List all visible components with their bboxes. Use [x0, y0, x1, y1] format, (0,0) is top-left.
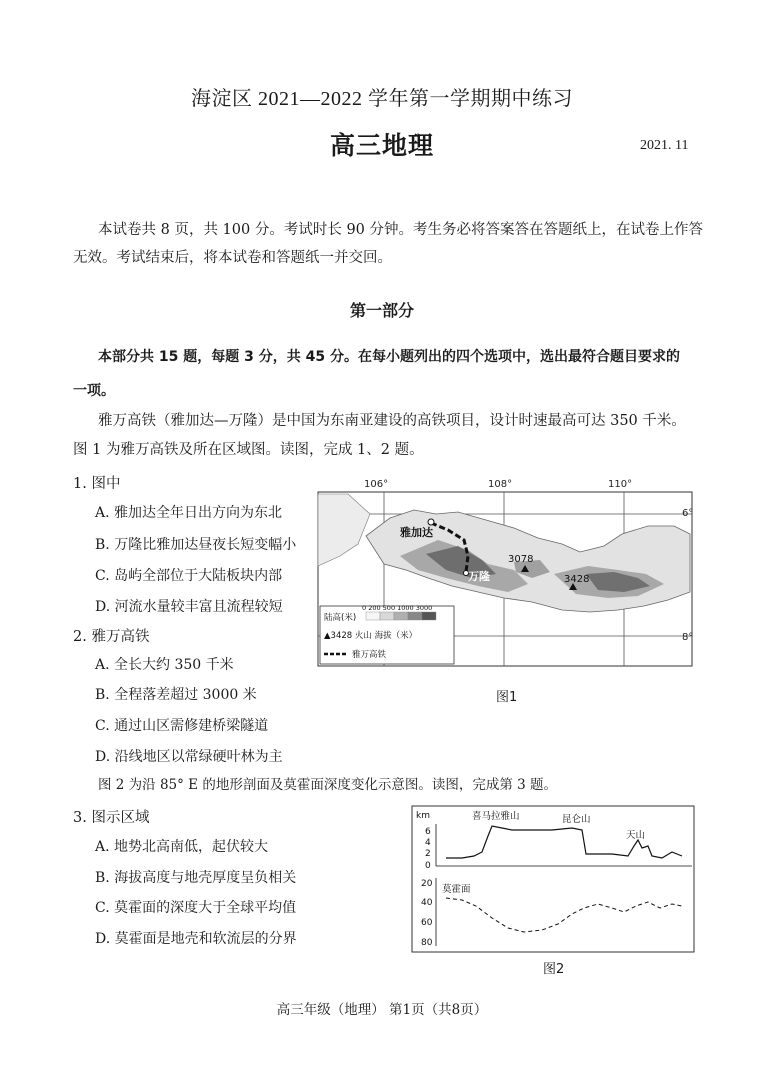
legend-volcano: ▲3428 火山 海拔（米） — [324, 631, 418, 641]
tick-4: 4 — [425, 838, 431, 848]
question-1-option-c: C. 岛屿全部位于大陆板块内部 — [95, 568, 283, 584]
question-1-option-a: A. 雅加达全年日出方向为东北 — [95, 505, 283, 521]
lon-label-108: 108° — [488, 479, 513, 490]
legend-rail-label: 雅万高铁 — [352, 650, 387, 660]
question-3-option-b: B. 海拔高度与地壳厚度呈负相关 — [95, 870, 297, 886]
legend-scale: 0 200 500 1000 3000 — [362, 604, 433, 612]
lat-label-6: 6° — [682, 508, 694, 519]
mountain-himalaya: 喜马拉雅山 — [472, 811, 520, 822]
figure-2-caption: 图2 — [543, 962, 565, 977]
legend-swatch-3 — [394, 612, 408, 620]
question-2-option-c: C. 通过山区需修建桥梁隧道 — [95, 718, 269, 734]
city-bandung-label: 万隆 — [468, 570, 490, 583]
legend-swatch-1 — [366, 612, 380, 620]
tick-6: 6 — [425, 827, 431, 837]
page-footer: 高三年级（地理） 第1页（共8页） — [276, 1002, 488, 1018]
legend-swatch-2 — [380, 612, 394, 620]
question-1-option-b: B. 万隆比雅加达昼夜长短变幅小 — [95, 537, 297, 553]
jakarta-marker — [428, 519, 434, 525]
question-3-stem: 3. 图示区域 — [73, 810, 150, 826]
part-instructions-1: 本部分共 15 题，每题 3 分，共 45 分。在每小题列出的四个选项中，选出最符合题目要求的 — [98, 349, 680, 365]
tick-60: 60 — [421, 918, 433, 928]
legend-swatch-5 — [422, 612, 436, 620]
intro-line-2: 无效。考试结束后，将本试卷和答题纸一并交回。 — [73, 250, 392, 266]
exam-title: 海淀区 2021—2022 学年第一学期期中练习 — [191, 88, 573, 110]
question-3-option-a: A. 地势北高南低，起伏较大 — [95, 839, 269, 855]
question-2-option-a: A. 全长大约 350 千米 — [95, 657, 234, 673]
legend-swatch-4 — [408, 612, 422, 620]
figure-2-profile — [412, 806, 694, 952]
peak-3078-label: 3078 — [508, 554, 534, 565]
lon-label-110: 110° — [608, 479, 633, 490]
tick-80: 80 — [421, 938, 433, 948]
question-1-option-d: D. 河流水量较丰富且流程较短 — [95, 599, 283, 615]
context-1-line-2: 图 1 为雅万高铁及所在区域图。读图，完成 1、2 题。 — [73, 442, 424, 458]
part-instructions-2: 一项。 — [73, 383, 115, 399]
tick-20: 20 — [421, 879, 433, 889]
context-2: 图 2 为沿 85° E 的地形剖面及莫霍面深度变化示意图。读图，完成第 3 题。 — [98, 777, 557, 793]
figure-1-map — [318, 474, 692, 666]
profile-frame — [412, 806, 694, 952]
intro-line-1: 本试卷共 8 页，共 100 分。考试时长 90 分钟。考生务必将答案答在答题纸上，在试卷上作答 — [98, 222, 704, 238]
question-2-option-b: B. 全程落差超过 3000 米 — [95, 687, 257, 703]
mountain-kunlun: 昆仑山 — [562, 814, 591, 825]
context-1-line-1: 雅万高铁（雅加达—万隆）是中国为东南亚建设的高铁项目，设计时速最高可达 350 千米。 — [98, 413, 686, 429]
question-2-stem: 2. 雅万高铁 — [73, 629, 150, 645]
part-title: 第一部分 — [349, 301, 414, 320]
peak-3428-label: 3428 — [564, 574, 590, 585]
exam-date: 2021. 11 — [640, 138, 689, 153]
tick-40: 40 — [421, 898, 433, 908]
question-2-option-d: D. 沿线地区以常绿硬叶林为主 — [95, 749, 283, 765]
question-1-stem: 1. 图中 — [73, 476, 121, 492]
figure-1-caption: 图1 — [496, 690, 518, 705]
subject-title: 高三地理 — [329, 131, 434, 160]
moho-label: 莫霍面 — [442, 884, 471, 895]
legend-title: 陆高(米) — [324, 613, 357, 623]
unit-label: km — [416, 811, 430, 821]
tick-0: 0 — [425, 861, 431, 871]
question-3-option-c: C. 莫霍面的深度大于全球平均值 — [95, 900, 297, 916]
lat-label-8: 8° — [682, 632, 694, 643]
lon-label-106: 106° — [364, 479, 389, 490]
question-3-option-d: D. 莫霍面是地壳和软流层的分界 — [95, 931, 297, 947]
mountain-tianshan: 天山 — [626, 830, 646, 841]
tick-2: 2 — [425, 849, 431, 859]
city-jakarta-label: 雅加达 — [400, 526, 433, 539]
